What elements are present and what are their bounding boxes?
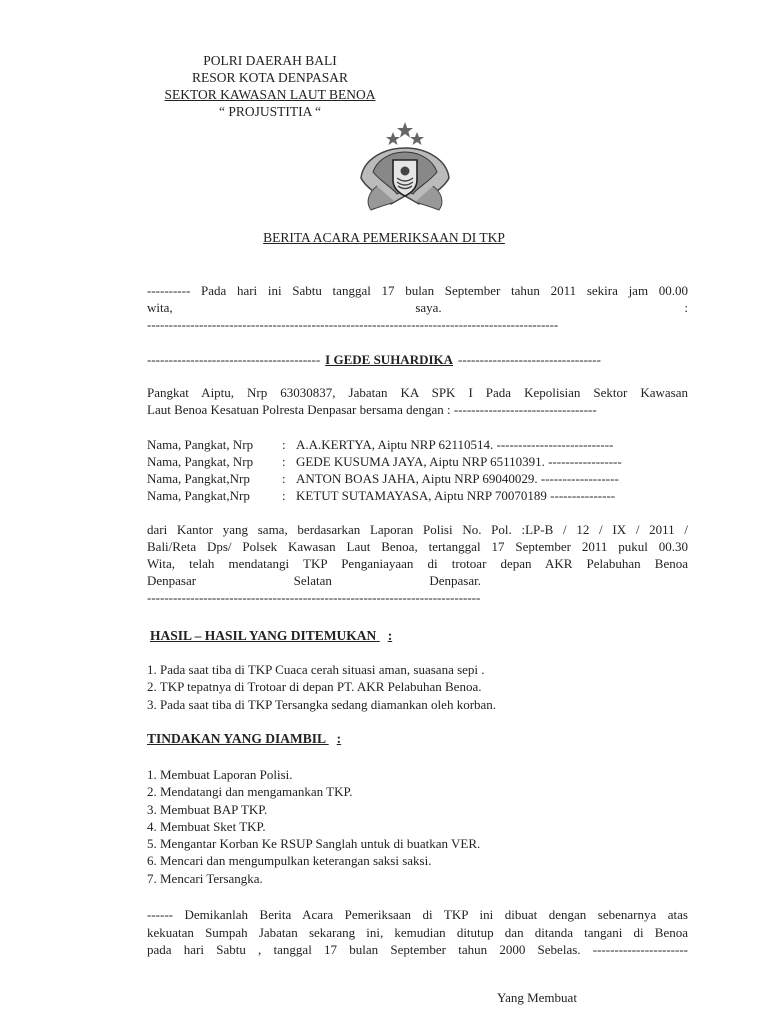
rank-paragraph: [147, 384, 688, 418]
report-dashes: -----------------------------------------------------------------------------: [147, 590, 481, 605]
intro-dashes: -----------------------------------------------------------------------------------------------: [147, 317, 559, 332]
member-value: A.A.KERTYA, Aiptu NRP 62110514. ---------------------------: [296, 437, 614, 452]
intro-wita: wita,: [147, 300, 173, 315]
report-line-3: Wita, telah mendatangi TKP Penganiayaan di trotoar depan AKR Pelabuhan Benoa: [147, 556, 688, 571]
member-label: Nama, Pangkat,Nrp: [147, 471, 250, 486]
intro-line-2: [147, 299, 688, 316]
rank-line-1: Pangkat Aiptu, Nrp 63030837, Jabatan KA SPK I Pada Kepolisian Sektor Kawasan: [147, 385, 688, 400]
report-line-4: Denpasar Selatan Denpasar.: [147, 573, 481, 588]
member-sep: :: [282, 471, 286, 486]
document-title: BERITA ACARA PEMERIKSAAN DI TKP: [263, 230, 505, 245]
member-sep: :: [282, 488, 286, 503]
list-item: 4. Membuat Sket TKP.: [147, 818, 266, 834]
closing-line-1: ------ Demikanlah Berita Acara Pemeriksaan di TKP ini dibuat dengan sebenarnya atas: [147, 907, 688, 922]
member-label: Nama, Pangkat, Nrp: [147, 437, 254, 452]
officer-left-dashes: ----------------------------------------: [147, 352, 321, 367]
member-label: Nama, Pangkat,Nrp: [147, 488, 250, 503]
officer-name: I GEDE SUHARDIKA: [325, 352, 454, 367]
hasil-heading-text: HASIL – HASIL YANG DITEMUKAN: [150, 628, 377, 643]
signature-label: Yang Membuat: [497, 990, 577, 1005]
member-value: KETUT SUTAMAYASA, Aiptu NRP 70070189 ---------------: [296, 488, 616, 503]
tindakan-heading-colon: :: [336, 731, 342, 746]
intro-saya: saya.: [415, 300, 442, 315]
member-row: [147, 470, 688, 487]
tindakan-list: [147, 766, 688, 887]
intro-line-1: ---------- Pada hari ini Sabtu tanggal 17 bulan September tahun 2011 sekira jam 00.00: [147, 283, 688, 298]
police-emblem-icon: [355, 120, 455, 215]
closing-line-2: kekuatan Sumpah Jabatan sekarang ini, kemudian ditutup dan ditanda tangani di Benoa: [147, 924, 688, 940]
member-row: [147, 436, 688, 453]
member-sep: :: [282, 454, 286, 469]
member-list: [147, 436, 688, 504]
list-item: 7. Mencari Tersangka.: [147, 870, 263, 886]
list-item: 5. Mengantar Korban Ke RSUP Sanglah untuk di buatkan VER.: [147, 836, 481, 852]
letterhead: [145, 52, 395, 120]
list-item: 1. Membuat Laporan Polisi.: [147, 767, 293, 782]
hasil-heading: [150, 628, 392, 644]
intro-paragraph: [147, 282, 688, 333]
report-paragraph: [147, 521, 688, 606]
member-label: Nama, Pangkat, Nrp: [147, 454, 254, 469]
list-item: 1. Pada saat tiba di TKP Cuaca cerah situasi aman, suasana sepi .: [147, 662, 485, 677]
letterhead-line-4: “ PROJUSTITIA “: [219, 104, 321, 119]
list-item: 3. Membuat BAP TKP.: [147, 801, 268, 817]
letterhead-line-2: RESOR KOTA DENPASAR: [192, 70, 348, 85]
tindakan-heading-text: TINDAKAN YANG DIAMBIL: [147, 731, 326, 746]
list-item: 2. Mendatangi dan mengamankan TKP.: [147, 784, 353, 800]
tindakan-heading: [147, 731, 341, 747]
rank-line-2: Laut Benoa Kesatuan Polresta Denpasar bersama dengan : ---------------------------------: [147, 402, 597, 417]
officer-line: [147, 351, 688, 368]
member-sep: :: [282, 437, 286, 452]
hasil-list: [147, 661, 688, 713]
officer-right-dashes: ---------------------------------: [458, 352, 601, 367]
list-item: 6. Mencari dan mengumpulkan keterangan saksi saksi.: [147, 853, 432, 869]
report-line-1: dari Kantor yang sama, berdasarkan Laporan Polisi No. Pol. :LP-B / 12 / IX / 2011 /: [147, 522, 688, 537]
intro-colon: :: [684, 300, 688, 315]
report-line-2: Bali/Reta Dps/ Polsek Kawasan Laut Benoa, tertanggal 17 September 2011 pukul 00.30: [147, 539, 688, 554]
hasil-heading-colon: :: [387, 628, 393, 643]
letterhead-line-3: SEKTOR KAWASAN LAUT BENOA: [164, 87, 376, 102]
closing-line-3: pada hari Sabtu , tanggal 17 bulan September tahun 2000 Sebelas. ----------------------: [147, 942, 688, 957]
letterhead-line-1: POLRI DAERAH BALI: [203, 53, 337, 68]
member-value: GEDE KUSUMA JAYA, Aiptu NRP 65110391. -----------------: [296, 454, 622, 469]
member-row: [147, 453, 688, 470]
closing-paragraph: [147, 906, 688, 959]
list-item: 2. TKP tepatnya di Trotoar di depan PT. AKR Pelabuhan Benoa.: [147, 679, 482, 695]
member-row: [147, 487, 688, 504]
member-value: ANTON BOAS JAHA, Aiptu NRP 69040029. ------------------: [296, 471, 619, 486]
list-item: 3. Pada saat tiba di TKP Tersangka sedang diamankan oleh korban.: [147, 696, 497, 712]
